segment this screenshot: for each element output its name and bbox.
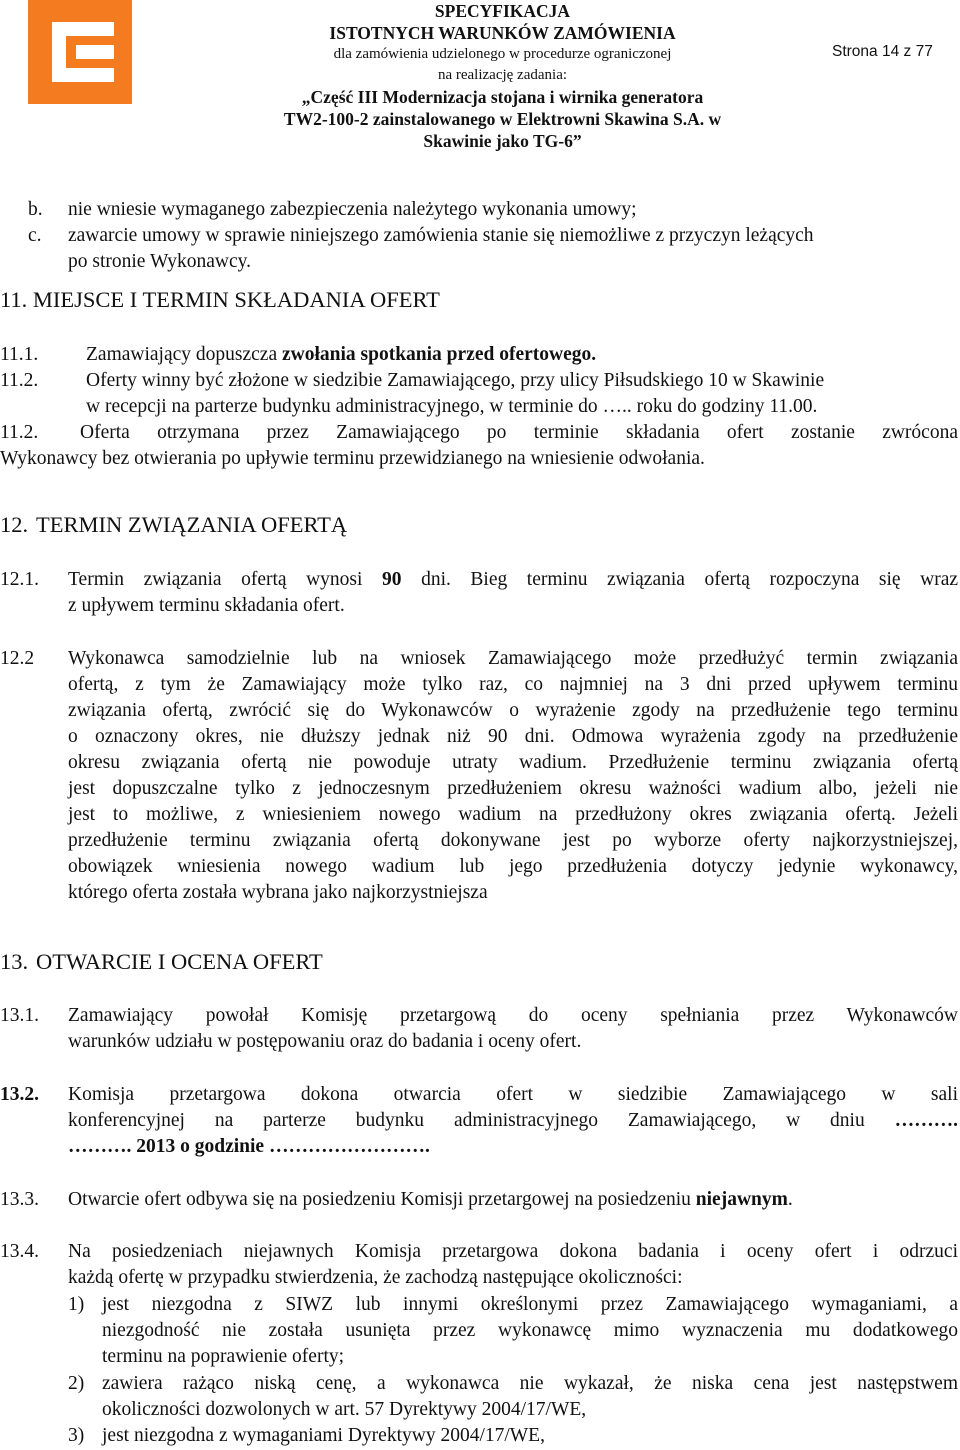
para-12-2-line6: jest dopuszczalne tylko z jednoczesnym przedłużeniem okresu ważności wadium albo, jeżeli nie xyxy=(68,778,958,799)
para-13-4-num: 13.4. xyxy=(0,1241,39,1262)
para-11-2-num: 11.2. xyxy=(0,370,39,391)
header-task-line3: Skawinie jako TG-6” xyxy=(423,131,582,151)
para-11-3-line1: Oferta otrzymana przez Zamawiającego po terminie składania ofert zostanie zwrócona xyxy=(80,422,958,443)
list-item-1-line3: terminu na poprawienie oferty; xyxy=(102,1346,345,1367)
list-item-1-line1: jest niezgodna z SIWZ lub innymi określonymi przez Zamawiającego wymaganiami, a xyxy=(102,1294,958,1315)
para-12-2-line7: jest to możliwe, z wniesieniem nowego wadium na przedłużony okres związania ofertą. Jeżeli xyxy=(68,804,958,825)
list-item-2-num: 2) xyxy=(68,1373,85,1394)
header-title: SPECYFIKACJA xyxy=(434,1,571,21)
para-13-1-line2: warunków udziału w postępowaniu oraz do badania i oceny ofert. xyxy=(68,1031,582,1052)
section-13-heading: OTWARCIE I OCENA OFERT xyxy=(36,949,323,974)
para-13-1-line1: Zamawiający powołał Komisję przetargową do oceny spełniania przez Wykonawców xyxy=(68,1005,958,1026)
list-item-c-line2: po stronie Wykonawcy. xyxy=(68,251,251,272)
para-11-3-num: 11.2. xyxy=(0,422,39,443)
company-logo xyxy=(28,0,132,104)
para-12-2-line3: związania ofertą, zwrócić się do Wykonawców o wyrażenie zgody na przedłużenie tego terminu xyxy=(68,700,958,721)
para-13-2-line2-text: konferencyjnej na parterze budynku administracyjnego Zamawiającego, w dniu xyxy=(68,1110,865,1131)
para-11-1-bold: zwołania spotkania przed ofertowego. xyxy=(281,344,597,365)
list-item-1-line2: niezgodność nie została usunięta przez wykonawcę mimo wyznaczenia mu dodatkowego xyxy=(102,1320,958,1341)
para-12-2-line1: Wykonawca samodzielnie lub na wniosek Zamawiającego może przedłużyć termin związania xyxy=(68,648,958,669)
para-12-2-line9: obowiązek wniesienia nowego wadium lub jego przedłużenia dotyczy jedynie wykonawcy, xyxy=(68,856,958,877)
para-11-1 xyxy=(86,343,596,367)
list-item-2-line1: zawiera rażąco niską cenę, a wykonawca nie wykazał, że niska cena jest następstwem xyxy=(102,1373,958,1394)
para-11-1-text: Zamawiający dopuszcza xyxy=(86,344,278,365)
para-12-2-line4: o oznaczony okres, nie dłuższy jednak niż 90 dni. Odmowa wyrażenia zgody na przedłużenie xyxy=(68,726,958,747)
list-item-3-num: 3) xyxy=(68,1425,85,1446)
para-12-2-line5: okresu związania ofertą nie powoduje utraty wadium. Przedłużenie terminu związania ofertą xyxy=(68,752,958,773)
page-number: Strona 14 z 77 xyxy=(832,43,933,60)
para-13-2-line2 xyxy=(68,1109,958,1133)
para-12-1-text-b: dni. Bieg terminu związania ofertą rozpoczyna się wraz xyxy=(421,569,959,590)
section-12-heading: TERMIN ZWIĄZANIA OFERTĄ xyxy=(36,512,348,537)
para-12-1-line2: z upływem terminu składania ofert. xyxy=(68,595,345,616)
header-task-line1: „Część III Modernizacja stojana i wirnika generatora xyxy=(301,87,704,107)
header-procedure: dla zamówienia udzielonego w procedurze ograniczonej xyxy=(333,46,672,62)
para-13-2-num: 13.2. xyxy=(0,1084,39,1105)
header-task-label: na realizację zadania: xyxy=(437,67,568,83)
para-13-1-num: 13.1. xyxy=(0,1005,39,1026)
para-13-3-text: Otwarcie ofert odbywa się na posiedzeniu Komisji przetargowej na posiedzeniu xyxy=(68,1189,691,1210)
section-11-heading: 11. MIEJSCE I TERMIN SKŁADANIA OFERT xyxy=(0,287,440,312)
list-item-c-line1: zawarcie umowy w sprawie niniejszego zamówienia stanie się niemożliwe z przyczyn leżących xyxy=(68,225,814,246)
list-item-2-line2: okoliczności dozwolonych w art. 57 Dyrektywy 2004/17/WE, xyxy=(102,1399,587,1420)
para-11-3-line2: Wykonawcy bez otwierania po upływie terminu przewidzianego na wniesienie odwołania. xyxy=(0,448,705,469)
para-12-2-num: 12.2 xyxy=(0,648,35,669)
para-12-1-bold: 90 xyxy=(382,569,402,590)
para-12-2-line8: przedłużenie terminu związania ofertą dokonywane jest po wyborze oferty najkorzystniejszej, xyxy=(68,830,958,851)
list-item-1-num: 1) xyxy=(68,1294,85,1315)
para-13-3 xyxy=(68,1188,793,1212)
section-13-heading-num: 13. xyxy=(0,949,29,974)
para-13-3-bold: niejawnym xyxy=(695,1189,788,1210)
para-12-1-num: 12.1. xyxy=(0,569,39,590)
para-11-2-line2: w recepcji na parterze budynku administracyjnego, w terminie do ….. roku do godziny 11.00. xyxy=(86,396,818,417)
para-13-4-line1: Na posiedzeniach niejawnych Komisja przetargowa dokona badania i oceny ofert i odrzuci xyxy=(68,1241,958,1262)
para-12-1-line1 xyxy=(68,568,958,592)
para-13-2-line3: ………. 2013 o godzinie ……………………. xyxy=(68,1136,430,1157)
para-13-2-date-blank: ………. xyxy=(894,1110,959,1131)
para-13-3-num: 13.3. xyxy=(0,1189,39,1210)
para-12-2-line2: ofertą, z tym że Zamawiający może tylko raz, co najmniej na 3 dni przed upływem terminu xyxy=(68,674,958,695)
para-13-2-line1: Komisja przetargowa dokona otwarcia ofert w siedzibie Zamawiającego w sali xyxy=(68,1084,958,1105)
para-13-4-line2: każdą ofertę w przypadku stwierdzenia, że zachodzą następujące okoliczności: xyxy=(68,1267,683,1288)
para-11-2-line1: Oferty winny być złożone w siedzibie Zamawiającego, przy ulicy Piłsudskiego 10 w Skawinie xyxy=(86,370,825,391)
list-marker-c: c. xyxy=(28,225,42,246)
para-13-3-end: . xyxy=(787,1189,793,1210)
header-task-line2: TW2-100-2 zainstalowanego w Elektrowni Skawina S.A. w xyxy=(283,109,722,129)
para-12-1-text-a: Termin związania ofertą wynosi xyxy=(68,569,363,590)
list-item-3-line1: jest niezgodna z wymaganiami Dyrektywy 2004/17/WE, xyxy=(102,1425,545,1446)
header-subtitle: ISTOTNYCH WARUNKÓW ZAMÓWIENIA xyxy=(329,23,676,43)
list-marker-b: b. xyxy=(28,199,43,220)
list-item-b: nie wniesie wymaganego zabezpieczenia należytego wykonania umowy; xyxy=(68,199,637,220)
document-header xyxy=(205,0,800,152)
para-12-2-line10: którego oferta została wybrana jako najkorzystniejsza xyxy=(68,882,488,903)
section-12-heading-num: 12. xyxy=(0,512,29,537)
para-11-1-num: 11.1. xyxy=(0,344,39,365)
